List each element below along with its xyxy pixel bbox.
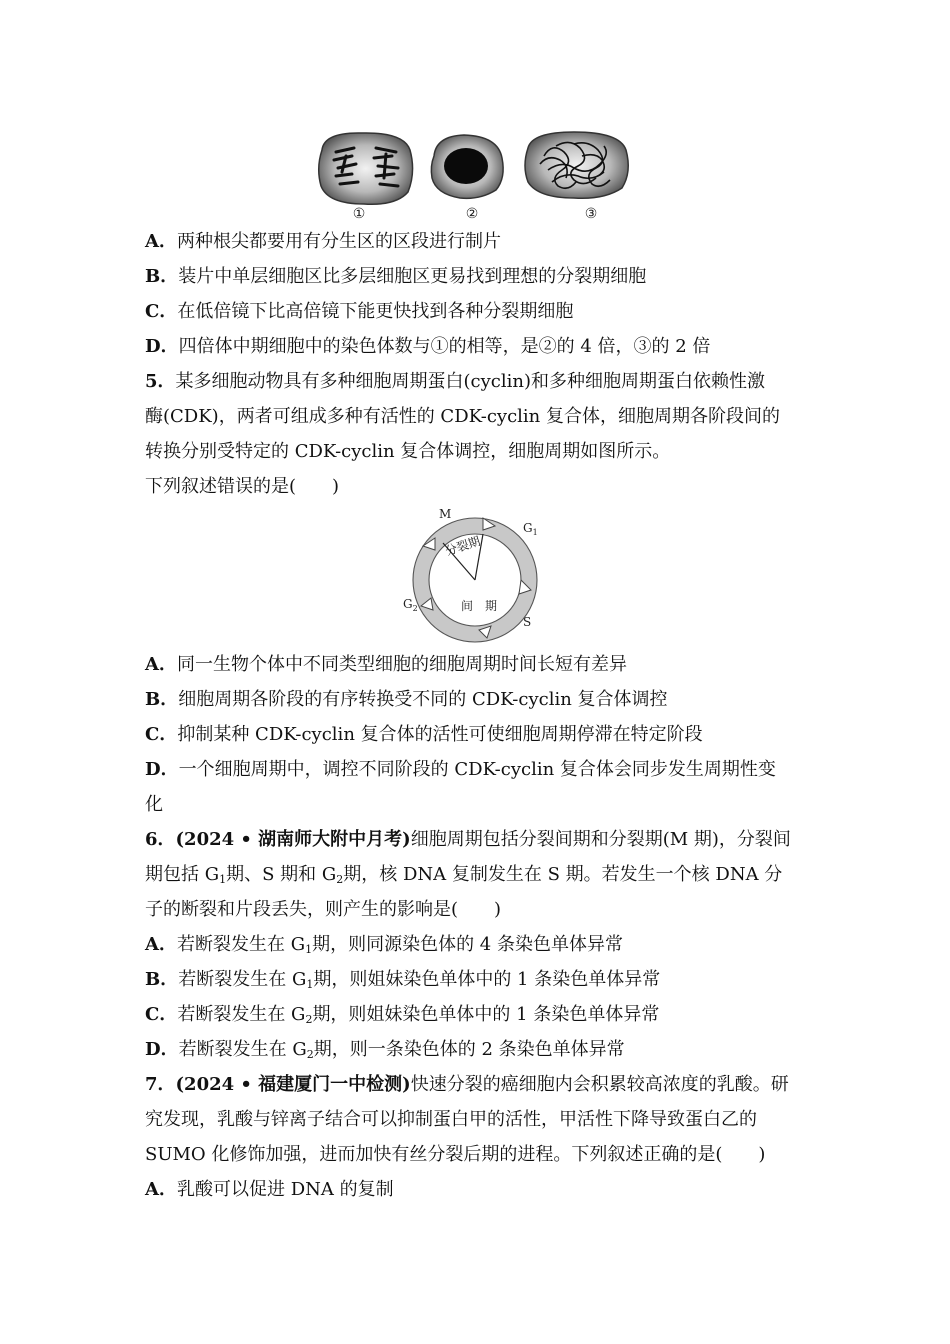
q6-stem-line-3: 子的断裂和片段丢失，则产生的影响是( ) <box>145 899 502 920</box>
q6-stem-line-1: 6．(2024 • 湖南师大附中月考)细胞周期包括分裂间期和分裂期(M 期)，分裂间 <box>145 829 791 850</box>
cell-label-2: ② <box>465 206 479 222</box>
q5-stem-line-4: 下列叙述错误的是( ) <box>145 476 340 497</box>
cell-1 <box>319 133 413 204</box>
q7-stem-line-3: SUMO 化修饰加强，进而加快有丝分裂后期的进程。下列叙述正确的是( ) <box>145 1144 766 1165</box>
label-m: M <box>439 507 452 521</box>
q7-source: (2024 • 福建厦门一中检测) <box>175 1074 411 1095</box>
cell-cycle-diagram <box>395 502 555 647</box>
q6-option-a: A．若断裂发生在 $G_1$期，则同源染色体的 4 条染色单体异常 <box>145 934 623 956</box>
label-g2: $G_2$ <box>403 597 418 613</box>
q6-option-c: C．若断裂发生在 $G_2$期，则姐妹染色单体中的 1 条染色单体异常 <box>145 1004 660 1026</box>
label-s: S <box>523 615 532 629</box>
q5-option-a: A．同一生物个体中不同类型细胞的细胞周期时间长短有差异 <box>145 654 627 675</box>
q5-stem-line-2: 酶(CDK)，两者可组成多种有活性的 CDK-cyclin 复合体，细胞周期各阶段间的 <box>145 406 780 427</box>
q5-stem-line-3: 转换分别受特定的 CDK-cyclin 复合体调控，细胞周期如图所示。 <box>145 441 671 462</box>
q5-option-d-cont: 化 <box>145 794 163 815</box>
q6-source: (2024 • 湖南师大附中月考) <box>175 829 411 850</box>
label-g1: $G_1$ <box>523 521 538 537</box>
q5-option-c: C．抑制某种 CDK-cyclin 复合体的活性可使细胞周期停滞在特定阶段 <box>145 724 703 745</box>
q5-option-d: D．一个细胞周期中，调控不同阶段的 CDK-cyclin 复合体会同步发生周期性变 <box>145 759 776 780</box>
q6-stem-line-2: 期包括 $G_1$期、S 期和 $G_2$期，核 DNA 复制发生在 S 期。若发生一个核 DNA 分 <box>145 864 783 886</box>
cell-label-3: ③ <box>584 206 598 222</box>
q7-stem-line-2: 究发现，乳酸与锌离子结合可以抑制蛋白甲的活性，甲活性下降导致蛋白乙的 <box>145 1109 757 1130</box>
cell-division-figure <box>312 126 636 222</box>
q5-option-b: B．细胞周期各阶段的有序转换受不同的 CDK-cyclin 复合体调控 <box>145 689 668 710</box>
q6-option-d: D．若断裂发生在 $G_2$期，则一条染色体的 2 条染色单体异常 <box>145 1039 625 1061</box>
q6-option-b: B．若断裂发生在 $G_1$期，则姐妹染色单体中的 1 条染色单体异常 <box>145 969 661 991</box>
q7-stem-line-1: 7．(2024 • 福建厦门一中检测)快速分裂的癌细胞内会积累较高浓度的乳酸。研 <box>145 1074 789 1095</box>
q5-stem-line-1: 5．某多细胞动物具有多种细胞周期蛋白(cyclin)和多种细胞周期蛋白依赖性激 <box>145 371 766 392</box>
cell-label-1: ① <box>352 206 366 222</box>
q4-option-c: C．在低倍镜下比高倍镜下能更快找到各种分裂期细胞 <box>145 301 574 322</box>
label-mitosis: 分裂期 <box>443 533 483 559</box>
cell-2 <box>431 135 503 198</box>
q7-option-a: A．乳酸可以促进 DNA 的复制 <box>145 1179 394 1200</box>
label-interphase: 间 期 <box>461 599 498 613</box>
q4-option-d: D．四倍体中期细胞中的染色体数与①的相等，是②的 4 倍，③的 2 倍 <box>145 336 711 357</box>
q4-option-b: B．装片中单层细胞区比多层细胞区更易找到理想的分裂期细胞 <box>145 266 647 287</box>
q4-option-a: A．两种根尖都要用有分生区的区段进行制片 <box>145 231 501 252</box>
cell-3 <box>525 132 628 198</box>
